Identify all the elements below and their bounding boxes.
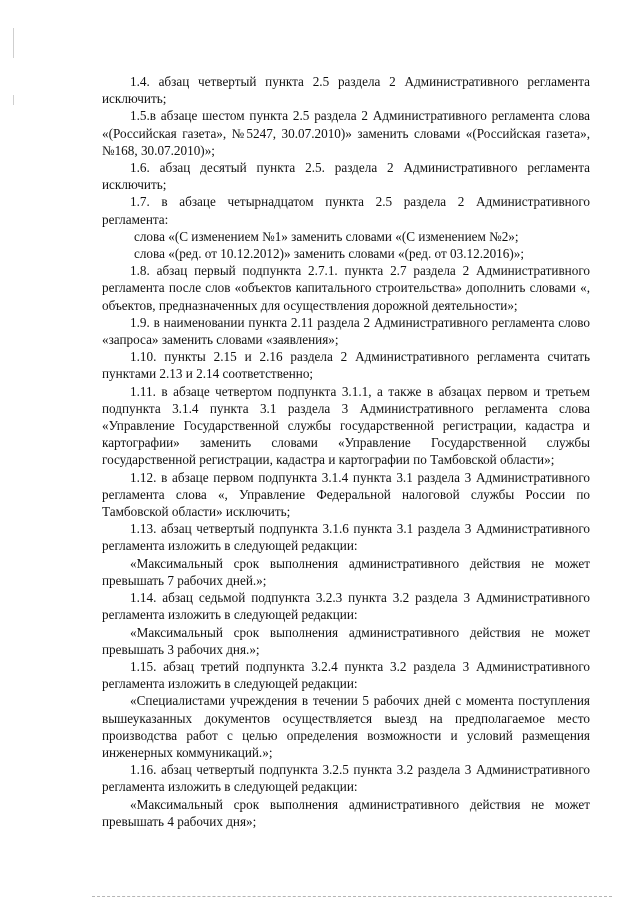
bottom-scan-edge [92, 896, 612, 898]
paragraph-1-12: 1.12. в абзаце первом подпункта 3.1.4 пункта 3.1 раздела 3 Административного регламента слова «, Управление Федеральной налоговой службы России по Тамбовской области» исключить; [102, 469, 590, 520]
paragraph-1-13: 1.13. абзац четвертый подпункта 3.1.6 пункта 3.1 раздела 3 Административного регламента изложить в следующей редакции: [102, 521, 590, 554]
paragraph-1-11: 1.11. в абзаце четвертом подпункта 3.1.1, а также в абзацах первом и третьем подпункта 3.1.4 пункта 3.1 раздела 3 Административного регламента слова «Управление Государственной службы государственной регистрации, кадастра и картографии» заменить словами «Управление Государственной службы государственной регистрации, кадастра и картографии по Тамбовской области»; [102, 383, 590, 468]
paragraph-1-8: 1.8. абзац первый подпункта 2.7.1. пункта 2.7 раздела 2 Административного регламента после слов «объектов капитального строительства» дополнить словами «, объектов, предназначенных для осуществления дорожной деятельности»; [102, 263, 590, 313]
paragraph-1-4: 1.4. абзац четвертый пункта 2.5 раздела 2 Административного регламента исключить; [102, 74, 590, 107]
paragraph-1-13-quote: «Максимальный срок выполнения административного действия не может превышать 7 рабочих дней.»; [102, 555, 590, 588]
paragraph-1-10: 1.10. пункты 2.15 и 2.16 раздела 2 Административного регламента считать пунктами 2.13 и 2.14 соответственно; [102, 349, 590, 382]
left-margin-mark [13, 95, 14, 105]
paragraph-1-7-item-1: слова «(С изменением №1» заменить словами «(С изменением №2»; [134, 228, 519, 244]
paragraph-1-15: 1.15. абзац третий подпункта 3.2.4 пункта 3.2 раздела 3 Административного регламента изложить в следующей редакции: [102, 658, 590, 692]
paragraph-1-6: 1.6. абзац десятый пункта 2.5. раздела 2 Административного регламента исключить; [102, 160, 590, 193]
paragraph-1-14-quote: «Максимальный срок выполнения административного действия не может превышать 3 рабочих дня.»; [102, 624, 590, 657]
paragraph-1-7: 1.7. в абзаце четырнадцатом пункта 2.5 раздела 2 Административного регламента: [102, 194, 590, 227]
paragraph-1-15-quote: «Специалистами учреждения в течении 5 рабочих дней с момента поступления вышеуказанных документов осуществляется выезд на предполагаемое место производства работ с целью определения возможности и условий размещения инженерных коммуникаций.»; [102, 693, 590, 760]
paragraph-1-5: 1.5.в абзаце шестом пункта 2.5 раздела 2 Административного регламента слова «(Российская газета», №5247, 30.07.2010)» заменить словами «(Российская газета», №168, 30.07.2010)»; [102, 108, 590, 158]
left-margin-mark [13, 28, 14, 58]
paragraph-1-16: 1.16. абзац четвертый подпункта 3.2.5 пункта 3.2 раздела 3 Административного регламента изложить в следующей редакции: [102, 762, 590, 795]
document-body [102, 73, 590, 830]
paragraph-1-9: 1.9. в наименовании пункта 2.11 раздела 2 Административного регламента слово «запроса» заменить словами «заявления»; [102, 314, 590, 348]
paragraph-1-16-quote: «Максимальный срок выполнения административного действия не может превышать 4 рабочих дня»; [102, 796, 590, 829]
paragraph-1-14: 1.14. абзац седьмой подпункта 3.2.3 пункта 3.2 раздела 3 Административного регламента изложить в следующей редакции: [102, 590, 590, 623]
paragraph-1-7-item-2: слова «(ред. от 10.12.2012)» заменить словами «(ред. от 03.12.2016)»; [134, 246, 525, 262]
